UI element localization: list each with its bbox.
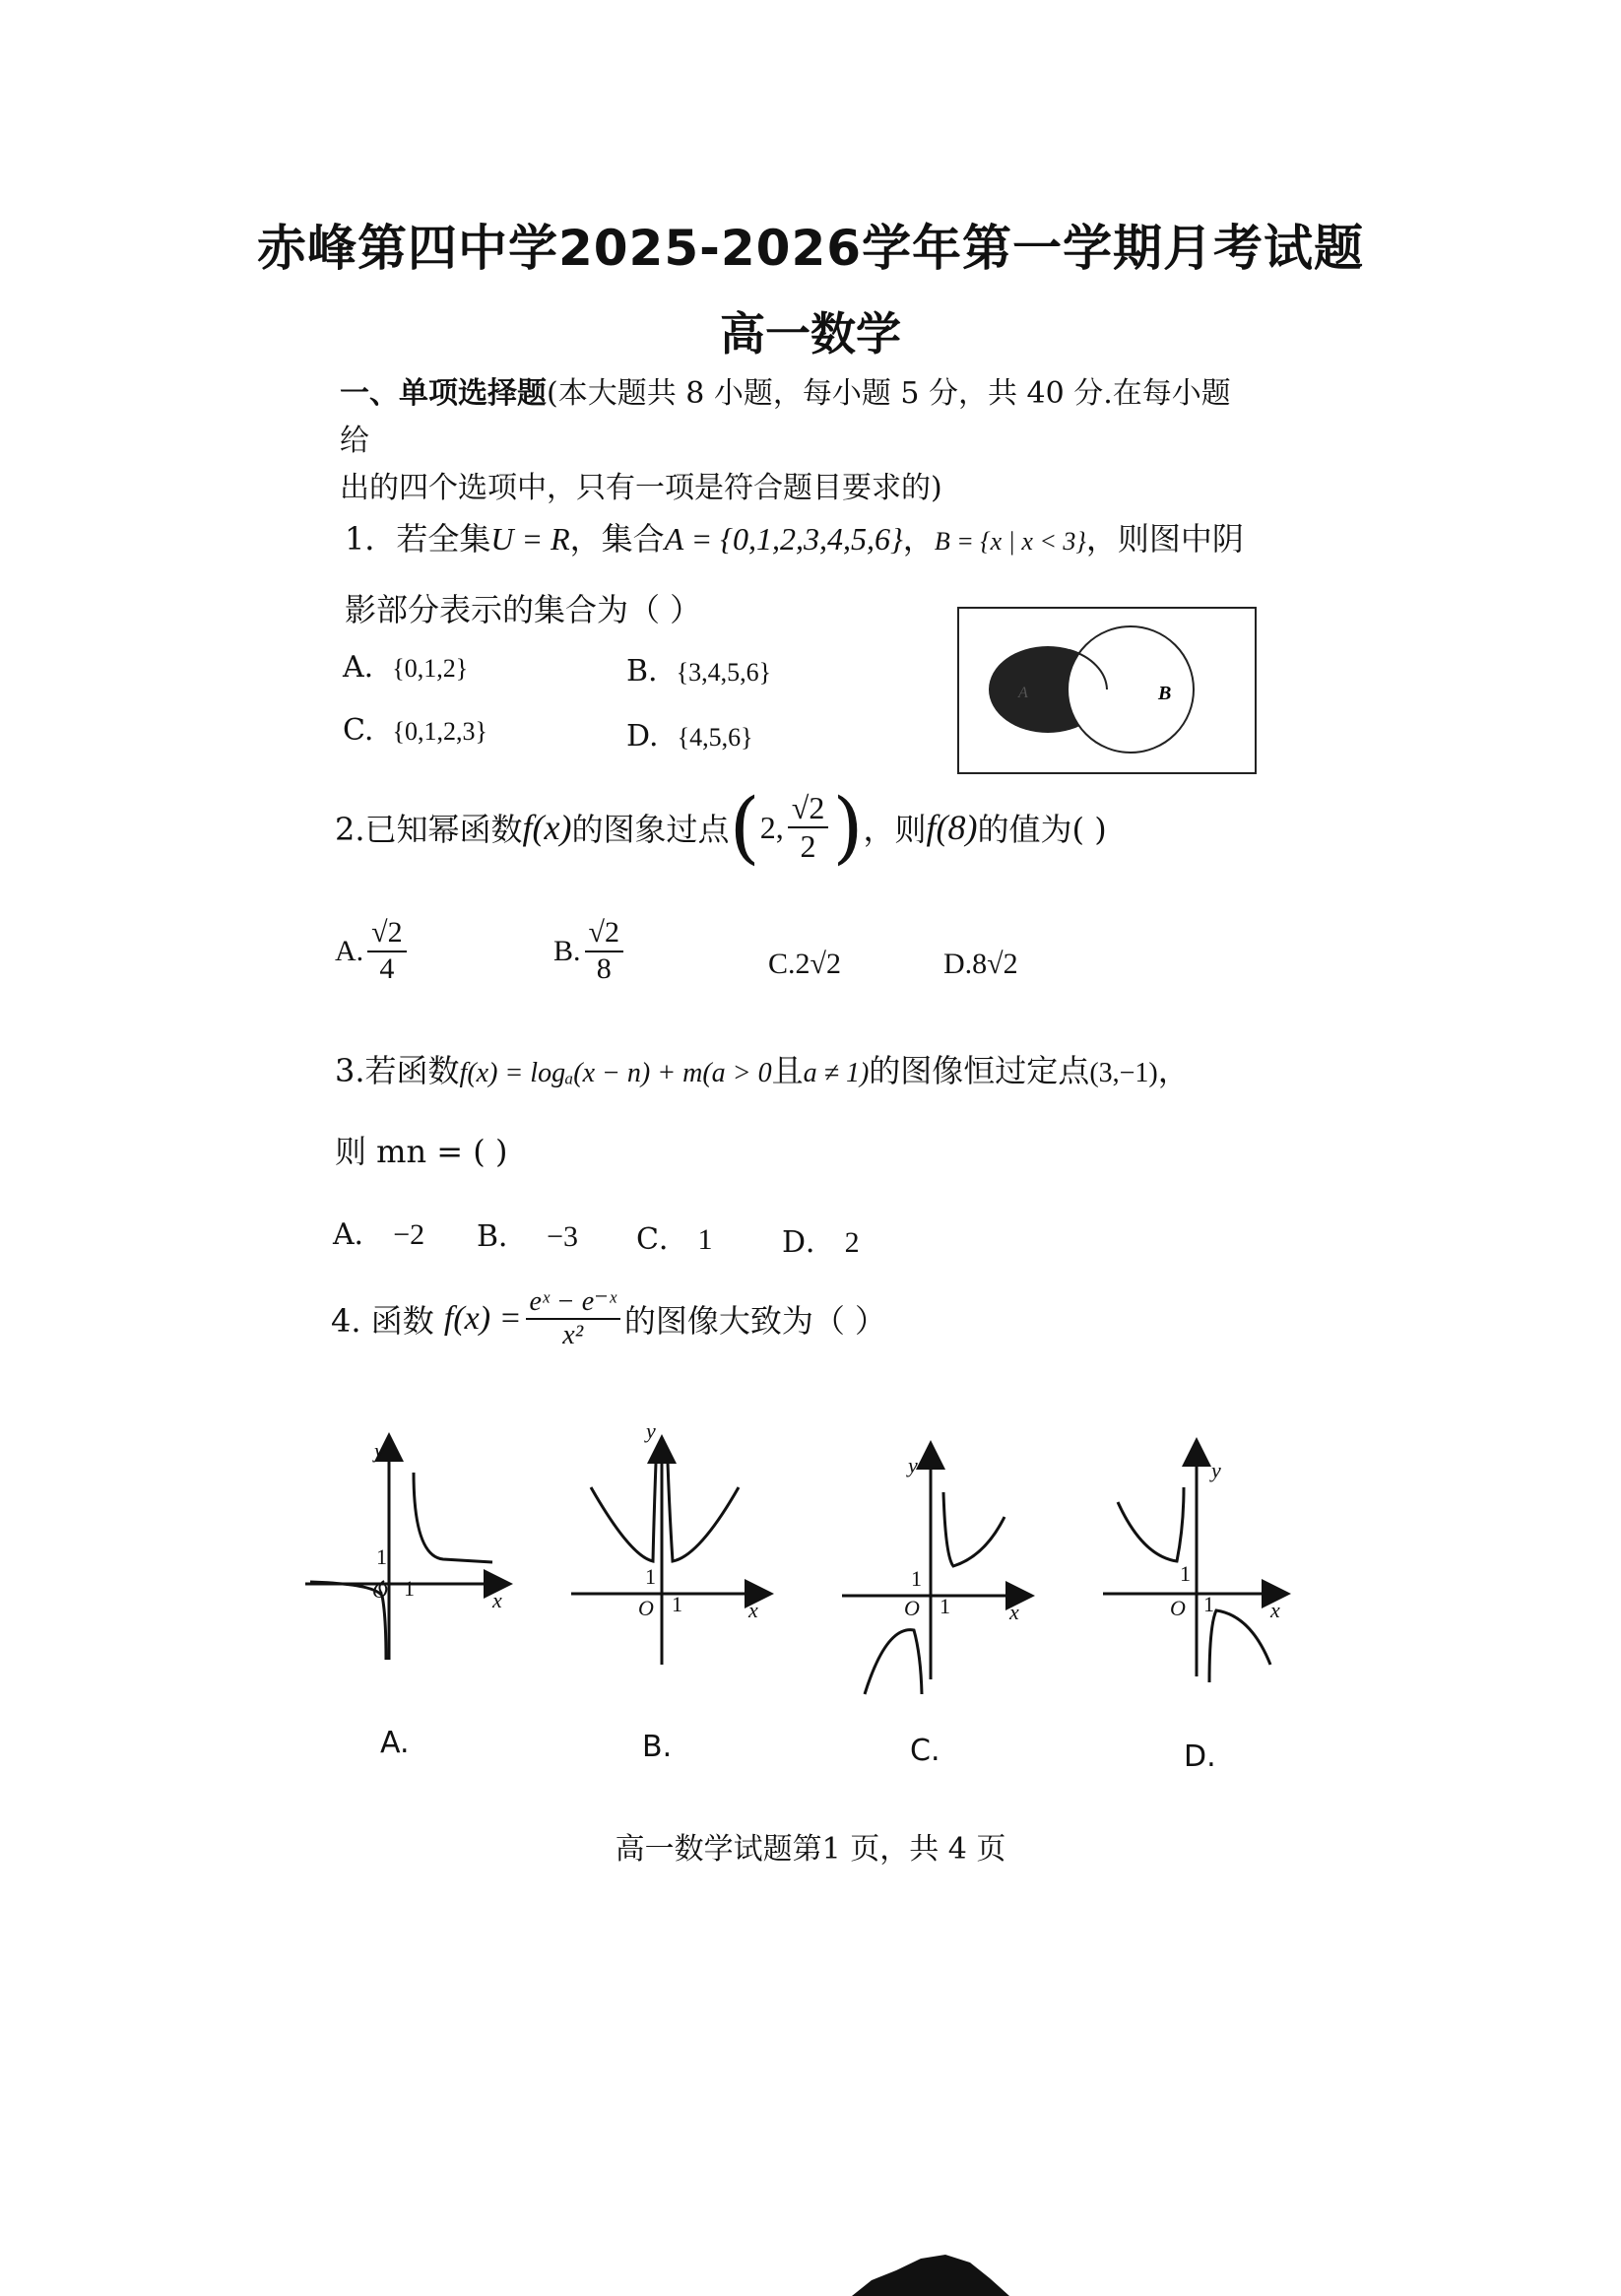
q4-fraction: $\frac{\text{eˣ − e⁻ˣ}}{\text{x²}}$ xyxy=(526,1286,620,1351)
svg-text:1: 1 xyxy=(645,1564,656,1589)
graph-c xyxy=(842,1446,1029,1694)
q3-prefix: 3.若函数 xyxy=(335,1052,460,1089)
svg-text:y: y xyxy=(1211,1458,1221,1482)
q3-option-b[interactable]: B． −3 xyxy=(477,1219,579,1254)
graph-c-label[interactable]: C. xyxy=(910,1734,940,1768)
graph-d-label[interactable]: D. xyxy=(1184,1739,1216,1774)
q4-stem xyxy=(331,1286,886,1351)
q3-tail: ， xyxy=(1157,1052,1190,1089)
q4-graphs xyxy=(295,1418,1329,1773)
venn-label-a: A xyxy=(1018,685,1028,701)
q1-set-b: B = {x | x < 3} xyxy=(934,527,1086,556)
q2-paren-close: ) xyxy=(832,781,864,873)
q1-suffix: ，则图中阴 xyxy=(1085,520,1244,558)
svg-text:x: x xyxy=(1009,1600,1019,1624)
svg-text:O: O xyxy=(1170,1596,1186,1620)
q1-set-word: ，集合 xyxy=(569,520,665,558)
svg-text:1: 1 xyxy=(940,1594,950,1618)
svg-text:y: y xyxy=(908,1453,918,1477)
svg-text:y: y xyxy=(646,1418,656,1443)
q1-set-a: A = {0,1,2,3,4,5,6} xyxy=(664,521,903,557)
svg-text:x: x xyxy=(492,1588,502,1612)
svg-text:x: x xyxy=(1270,1598,1280,1622)
q4-suffix: 的图像大致为（ ） xyxy=(623,1302,887,1341)
graph-a xyxy=(305,1438,507,1660)
section-1-desc-1: (本大题共 8 小题，每小题 5 分，共 40 分.在每小题给 xyxy=(340,376,1231,458)
q2-option-a[interactable]: A. $\frac{√2}{4}$ xyxy=(335,916,411,986)
q3-formula: f(x) = logₐ(x − n) + m(a > 0 xyxy=(459,1058,772,1088)
q2-option-d[interactable]: D.8√2 xyxy=(943,948,1018,980)
section-1-intro xyxy=(340,370,1256,512)
exam-title: 赤峰第四中学2025-2026学年第一学期月考试题 xyxy=(256,220,1365,277)
svg-text:1: 1 xyxy=(376,1544,387,1569)
q2-prefix: 2.已知幂函数 xyxy=(335,811,523,848)
venn-svg xyxy=(959,609,1255,772)
svg-text:O: O xyxy=(372,1578,388,1603)
q3-option-c[interactable]: C． 1 xyxy=(636,1222,713,1257)
svg-text:O: O xyxy=(904,1596,920,1620)
q3-stem-line2: 则 mn = ( ) xyxy=(335,1133,508,1170)
graph-b-label[interactable]: B. xyxy=(642,1730,673,1764)
q2-func: f(x) xyxy=(522,808,572,847)
svg-text:y: y xyxy=(374,1438,384,1463)
graph-d xyxy=(1103,1443,1285,1682)
q2-func8: f(8) xyxy=(926,808,978,847)
q2-option-c[interactable]: C.2√2 xyxy=(768,948,841,980)
q1-option-a[interactable]: A. {0,1,2} xyxy=(343,650,469,685)
svg-text:1: 1 xyxy=(404,1576,415,1601)
q1-option-c[interactable]: C. {0,1,2,3} xyxy=(343,713,487,748)
svg-text:x: x xyxy=(748,1598,758,1622)
q3-cond: a ≠ 1) xyxy=(803,1058,870,1088)
page-footer: 高一数学试题第1 页，共 4 页 xyxy=(615,1832,1006,1867)
q3-stem-line1 xyxy=(335,1046,1190,1091)
q3-middle: 的图像恒过定点 xyxy=(869,1052,1090,1089)
q1-option-b[interactable]: B. {3,4,5,6} xyxy=(626,654,772,689)
q1-universe: U = R xyxy=(490,521,570,557)
q2-suffix: 的值为( ) xyxy=(977,811,1107,848)
q1-stem-line1: 1．若全集U = R，集合A = {0,1,2,3,4,5,6}，B = {x | x < 3}，则图中阴 xyxy=(345,520,1244,558)
q2-option-b[interactable]: B. $\frac{√2}{8}$ xyxy=(553,916,627,986)
exam-subject: 高一数学 xyxy=(720,307,901,361)
graph-a-label[interactable]: A. xyxy=(380,1726,410,1760)
scan-smudge xyxy=(852,2241,1009,2296)
graph-b xyxy=(571,1440,768,1665)
q3-option-a[interactable]: A． −2 xyxy=(333,1217,425,1252)
q4-func: f(x) = xyxy=(443,1300,522,1338)
q3-option-d[interactable]: D． 2 xyxy=(782,1225,860,1260)
svg-text:1: 1 xyxy=(1180,1561,1191,1586)
svg-text:1: 1 xyxy=(1203,1592,1214,1616)
q2-stem xyxy=(335,781,1107,873)
q1-option-d[interactable]: D. {4,5,6} xyxy=(626,719,753,754)
svg-text:1: 1 xyxy=(911,1566,922,1591)
q1-stem-line2: 影部分表示的集合为（ ） xyxy=(345,591,702,628)
q2-point-y: $\frac{√2}{2}$ xyxy=(788,790,829,865)
svg-text:O: O xyxy=(638,1596,654,1620)
q3-point: (3,−1) xyxy=(1089,1058,1158,1088)
q2-middle: 的图象过点 xyxy=(571,811,730,848)
q2-point-x: 2, xyxy=(759,809,784,845)
venn-diagram xyxy=(957,607,1257,774)
section-1-desc-2: 出的四个选项中，只有一项是符合题目要求的) xyxy=(340,471,942,505)
q1-prefix: 1．若全集 xyxy=(345,520,491,558)
svg-text:1: 1 xyxy=(672,1592,682,1616)
venn-label-b: B xyxy=(1158,683,1172,704)
q4-prefix: 4. 函数 xyxy=(331,1302,434,1341)
q2-suffix-pre: ，则 xyxy=(863,811,927,848)
q2-paren-open: ( xyxy=(729,781,760,873)
q3-and: 且 xyxy=(771,1052,804,1089)
section-1-heading: 一、单项选择题 xyxy=(340,376,547,411)
venn-set-b xyxy=(1068,626,1194,753)
